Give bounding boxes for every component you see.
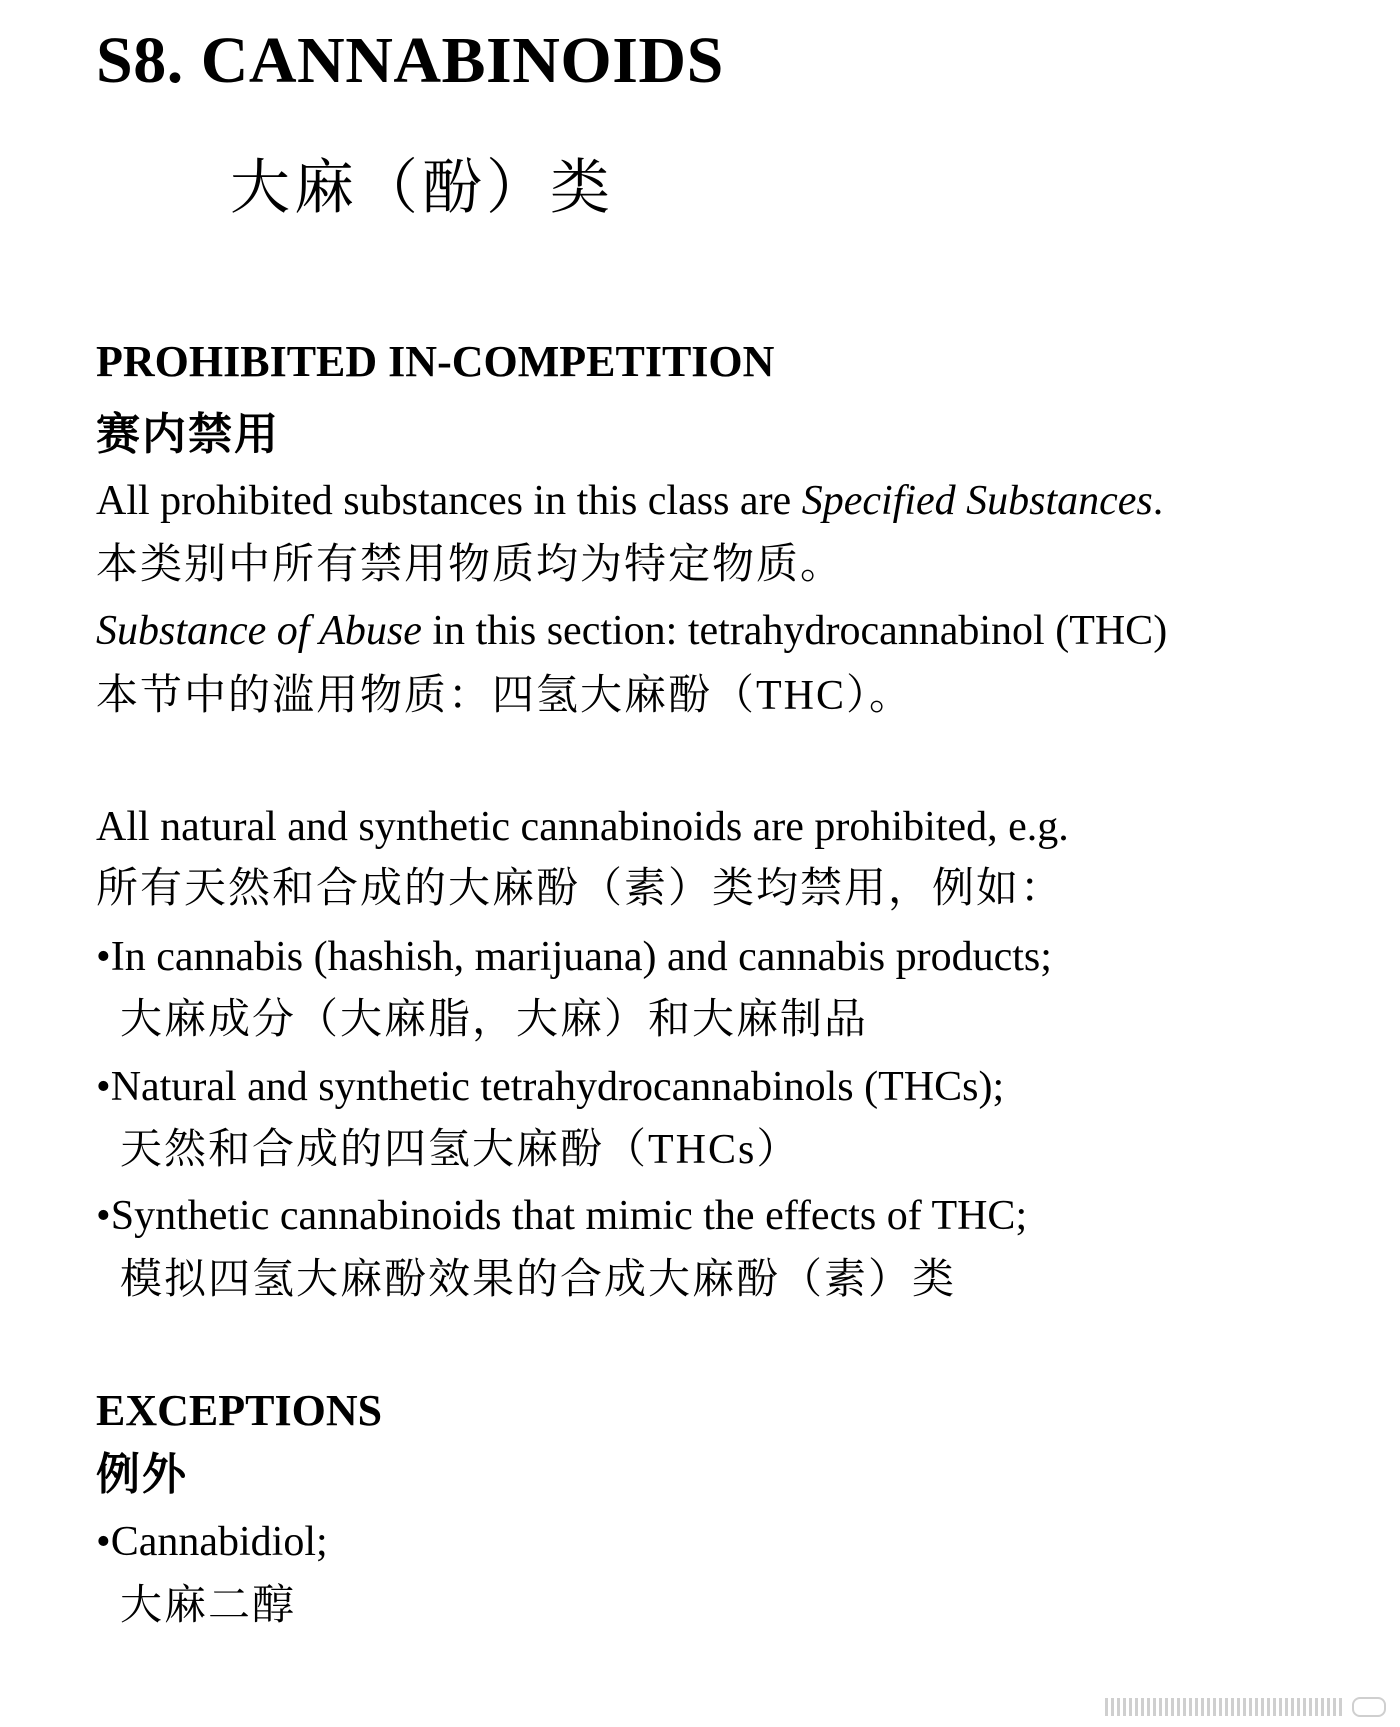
list-item-en: •Natural and synthetic tetrahydrocannabinols (THCs);	[96, 1064, 1005, 1110]
list-item-zh: 天然和合成的四氢大麻酚（THCs）	[120, 1127, 801, 1173]
specified-substances-sentence	[96, 480, 1163, 522]
watermark-logo	[1105, 1697, 1386, 1717]
list-item-en: •Cannabidiol;	[96, 1519, 328, 1565]
natural-synthetic-intro: All natural and synthetic cannabinoids are prohibited, e.g.	[96, 804, 1069, 850]
specified-suffix: .	[1152, 478, 1164, 524]
page-title: S8. CANNABINOIDS	[96, 24, 724, 97]
prohibited-heading: PROHIBITED IN-COMPETITION	[96, 337, 775, 386]
list-item-zh: 模拟四氢大麻酚效果的合成大麻酚（素）类	[120, 1257, 957, 1303]
specified-term: Specified Substances	[801, 478, 1153, 524]
list-item-zh: 大麻成分（大麻脂，大麻）和大麻制品	[120, 997, 869, 1043]
list-item-zh: 大麻二醇	[120, 1583, 297, 1629]
specified-substances-zh: 本类别中所有禁用物质均为特定物质。	[96, 542, 845, 588]
barcode-icon	[1105, 1698, 1342, 1716]
list-item-en: •In cannabis (hashish, marijuana) and cannabis products;	[96, 934, 1052, 980]
abuse-term: Substance of Abuse	[96, 608, 422, 654]
toggle-icon	[1352, 1697, 1386, 1717]
substance-of-abuse-zh: 本节中的滥用物质：四氢大麻酚（THC）。	[96, 673, 914, 719]
natural-synthetic-intro-zh: 所有天然和合成的大麻酚（素）类均禁用，例如：	[96, 866, 1065, 912]
substance-of-abuse-sentence	[96, 610, 1167, 652]
prohibited-heading-zh: 赛内禁用	[96, 410, 280, 459]
abuse-suffix: in this section: tetrahydrocannabinol (THC)	[421, 608, 1168, 654]
list-item-en: •Synthetic cannabinoids that mimic the effects of THC;	[96, 1193, 1028, 1239]
page-subtitle-zh: 大麻（酚）类	[230, 155, 614, 221]
exceptions-heading-zh: 例外	[96, 1450, 188, 1499]
exceptions-heading: EXCEPTIONS	[96, 1386, 383, 1435]
specified-prefix: All prohibited substances in this class are	[96, 478, 802, 524]
